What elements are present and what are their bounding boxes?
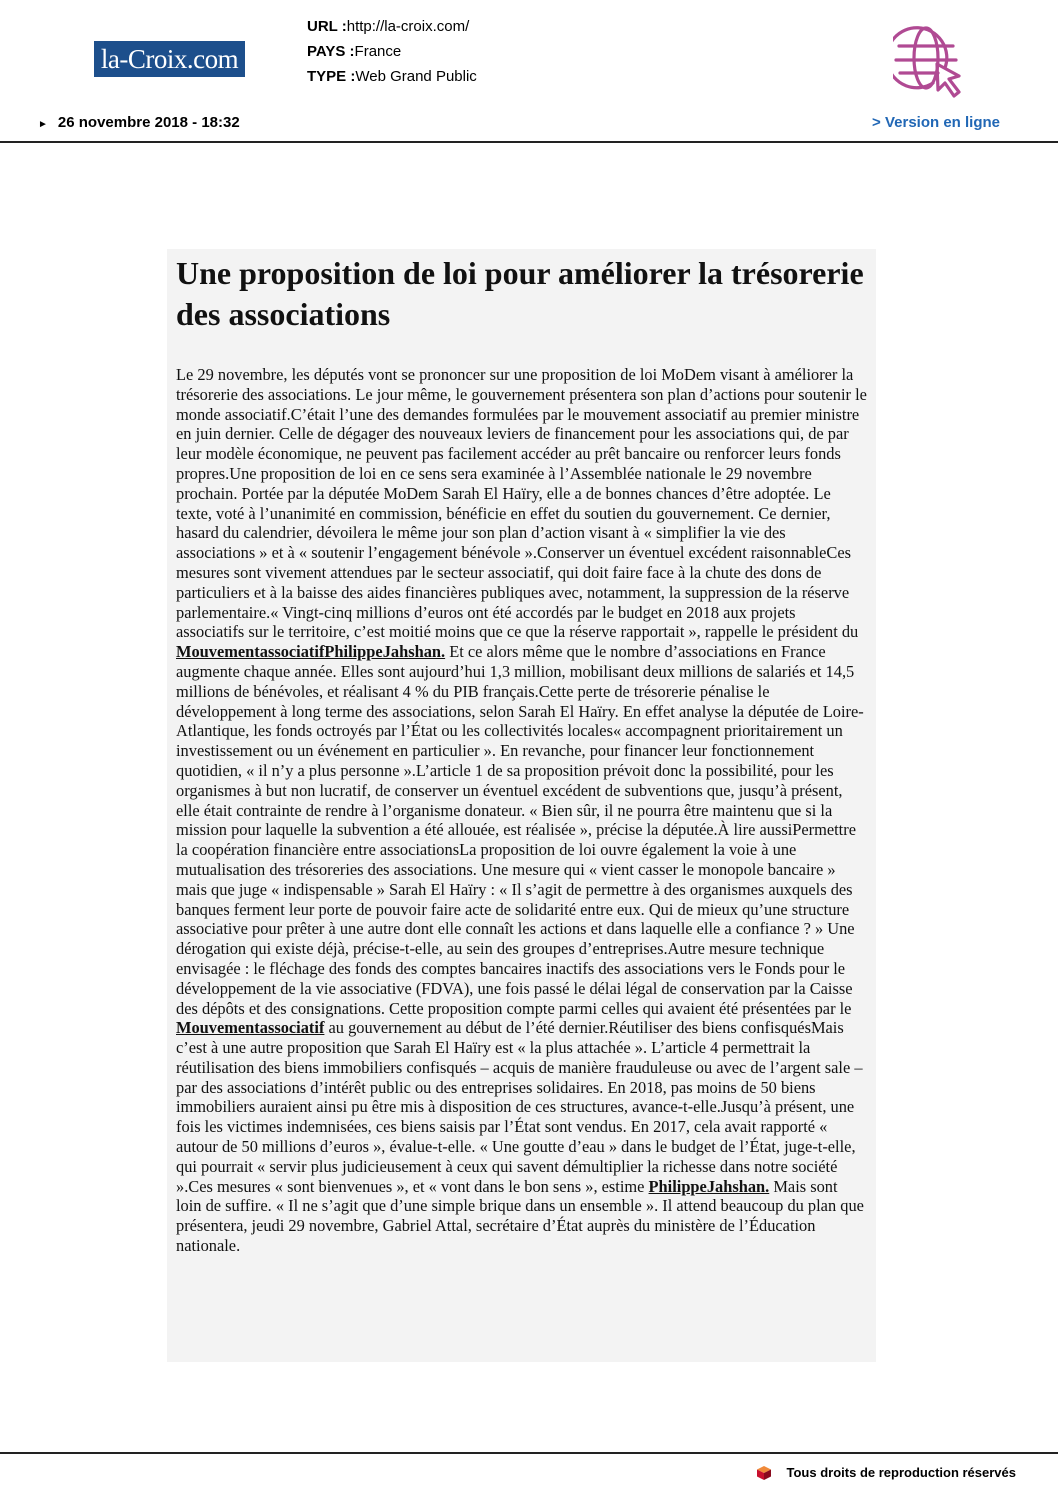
source-metadata [307,14,477,89]
date-text: 26 novembre 2018 - 18:32 [57,114,240,131]
triangle-right-icon: ► [38,119,48,130]
body-text-2: Et ce alors même que le nombre d’associations en France augmente chaque année. Elles sont aujourd’hui 1,3 million, mobilisant deux millions de salariés et 14,5 millions de bénévoles, et réalisant 4 % du PIB français.Cette perte de trésorerie pénalise le développement à long terme des associations, selon Sarah El Haïry. En effet analyse la députée de Loire-Atlantique, les fonds octroyés par l’État ou les collectivités locales« accompagnent prioritairement un investissement ou un événement en particulier ». En revanche, pour financer leur fonctionnement quotidien, « il n’y a plus personne ».L’article 1 de sa proposition prévoit donc la possibilité, pour les organismes à but non lucratif, de conserver un éventuel excédent de subventions que, jusqu’à présent, elle était contrainte de rendre à l’organisme donateur. « Bien sûr, il ne pourra être maintenu que si la mission pour laquelle la subvention a été allouée, est réalisée », précise la députée.À lire aussiPermettre la coopération financière entre associationsLa proposition de loi ouvre également la voie à une mutualisation des trésoreries des associations. Une mesure qui « vient casser le monopole bancaire » mais que juge « indispensable » Sarah El Haïry : « Il s’agit de permettre à des organismes auxquels des banques ferment leur porte de pouvoir faire acte de solidarité entre eux. Qui de mieux qu’une structure associative pour prêter à une autre dont elle connaît les actions et dans laquelle elle a confiance ? » Une dérogation qui existe déjà, précise-t-elle, au sein des groupes d’entreprises.Autre mesure technique envisagée : le fléchage des fonds des comptes bancaires inactifs des associations vers le Fonds pour le développement de la vie associative (FDVA), une fois passé le délai légal de conservation par la Caisse des dépôts et des consignations. Cette proposition compte parmi celles qui avaient été présentées par le [176,642,864,1018]
cube-icon [757,1466,771,1480]
publication-date [38,114,240,131]
meta-url-key: URL : [307,18,347,35]
footer [757,1465,1016,1480]
rights-text: Tous droits de reproduction réservés [786,1465,1016,1480]
meta-url-row [307,14,477,39]
body-text-3: au gouvernement au début de l’été dernier.Réutiliser des biens confisquésMais c’est à une autre proposition que Sarah El Haïry est « la plus attachée ». L’article 4 permettrait la réutilisation des biens immobiliers confisqués – acquis de manière frauduleuse ou avec de l’argent sale – par des associations d’intérêt public ou des entreprises solidaires. En 2018, pas moins de 50 biens immobiliers auraient ainsi pu être mis à disposition de ces structures, avance-t-elle.Jusqu’à présent, une fois les victimes indemnisées, ces biens saisis par l’État sont vendus. En 2017, cela avait rapporté « autour de 50 millions d’euros », évalue-t-elle. « Une goutte d’eau » dans le budget de l’État, juge-t-elle, qui pourrait « servir plus judicieusement à ceux qui savent démultiplier la richesse dans notre société ».Ces mesures « sont bienvenues », et « vont dans le bon sens », estime [176,1018,863,1196]
meta-type-key: TYPE : [307,68,356,85]
meta-url-value: http://la-croix.com/ [346,18,470,35]
meta-country-value: France [354,43,402,60]
article-panel [167,249,876,1362]
article-title: Une proposition de loi pour améliorer la trésorerie des associations [176,255,864,332]
body-text-1: Le 29 novembre, les députés vont se prononcer sur une proposition de loi MoDem visant à améliorer la trésorerie des associations. Le jour même, le gouvernement présentera son plan d’actions pour soutenir le monde associatif.C’était l’une des demandes formulées par le mouvement associatif au premier ministre en juin dernier. Celle de dégager des nouveaux leviers de financement pour les associations qui, de par leur modèle économique, ne peuvent pas facilement accéder au prêt bancaire ou renforcer leurs fonds propres.Une proposition de loi en ce sens sera examinée à l’Assemblée nationale le 29 novembre prochain. Portée par la députée MoDem Sarah El Haïry, elle a de bonnes chances d’être adoptée. Le texte, voté à l’unanimité en commission, bénéficie en effet du soutien du gouvernement. Ce dernier, hasard du calendrier, dévoilera le même jour son plan d’action visant à « simplifier la vie des associations » et à « soutenir l’engagement bénévole ».Conserver un éventuel excédent raisonnableCes mesures sont vivement attendues par le secteur associatif, qui doit faire face à la chute des dons de particuliers et à la baisse des aides financières publiques avec, notamment, la suppression de la réserve parlementaire.« Vingt-cinq millions d’euros ont été accordés par le budget en 2018 aux projets associatifs sur le territoire, c’est moitié moins que ce que la réserve rapportait », rappelle le président du [176,365,867,642]
online-version-link[interactable]: > Version en ligne [872,114,1000,131]
header-divider [0,141,1058,143]
meta-type-value: Web Grand Public [355,68,477,85]
meta-country-key: PAYS : [307,43,355,60]
meta-country-row [307,39,477,64]
globe-cursor-icon [893,24,968,100]
body-text-4: Mais sont loin de suffire. « Il ne s’agit que d’une simple brique dans un ensemble ». Il attend beaucoup du plan que présentera, jeudi 29 novembre, Gabriel Attal, secrétaire d’État auprès du ministère de l’Éducation nationale. [176,1176,864,1256]
mouvement-associatif-jahshan-link[interactable]: MouvementassociatifPhilippeJahshan. [176,642,446,662]
philippe-jahshan-link[interactable]: PhilippeJahshan. [648,1176,770,1196]
article-body [176,365,867,1256]
mouvement-associatif-link[interactable]: Mouvementassociatif [176,1018,325,1038]
meta-type-row [307,64,477,89]
footer-divider [0,1452,1058,1454]
site-logo: la-Croix.com [94,41,245,77]
